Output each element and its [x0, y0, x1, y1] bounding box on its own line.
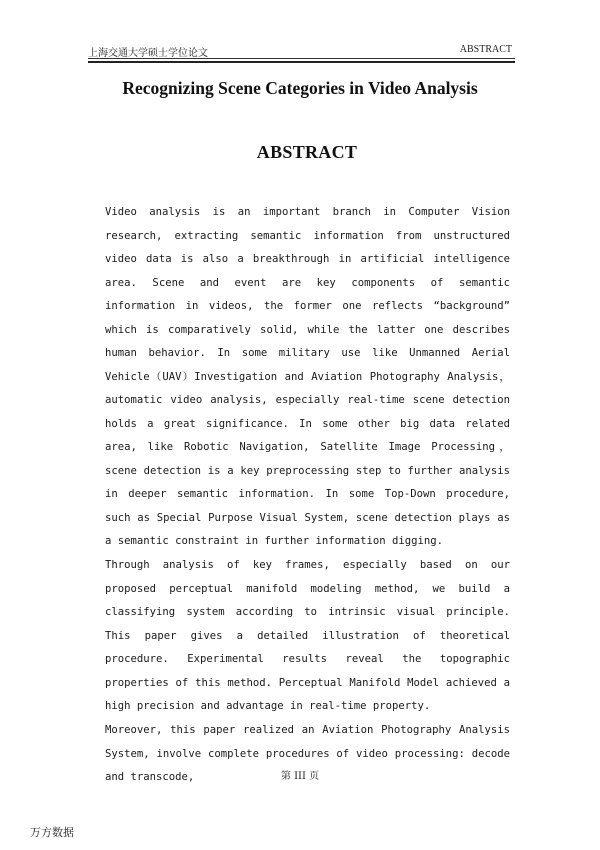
abstract-paragraph-2: Through analysis of key frames, especially based on our proposed perceptual manifold modeling method, we build a classifying system according to intrinsic visual principle. This paper gives a detailed illustration of theoretical procedure. Experimental results reveal the topographic properties of this method. Perceptual Manifold Model achieved a high precision and advantage in real-time property.	[105, 559, 510, 712]
page-number: 第 III 页	[280, 771, 320, 782]
document-title: Recognizing Scene Categories in Video Analysis	[122, 78, 478, 98]
abstract-paragraph-1: Video analysis is an important branch in Computer Vision research, extracting semantic information from unstructured video data is also a breakthrough in artificial intelligence area. Scene and event are key components of semantic information in videos, the former one reflects “background” which is comparatively solid, while the latter one describes human behavior. In some military use like Unmanned Aerial Vehicle（UAV）Investigation and Aviation Photography Analysis，automatic video analysis, especially real-time scene detection holds a great significance. In some other big data related area, like Robotic Navigation, Satellite Image Processing，scene detection is a key preprocessing step to further analysis in deeper semantic information. In some Top-Down procedure, such as Special Purpose Visual System, scene detection plays as a semantic constraint in further information digging.	[105, 206, 510, 547]
running-header-section: ABSTRACT	[459, 44, 512, 55]
running-header-chinese: 上海交通大学硕士学位论文	[88, 48, 208, 59]
header-rule-thick	[88, 61, 515, 63]
watermark-text: 万方数据	[30, 826, 74, 839]
abstract-paragraph-3: Moreover, this paper realized an Aviation Photography Analysis System, involve complete procedures of video processing: decode and transcode,	[105, 724, 510, 783]
header-rule-thin	[88, 58, 515, 59]
section-heading: ABSTRACT	[256, 142, 358, 162]
